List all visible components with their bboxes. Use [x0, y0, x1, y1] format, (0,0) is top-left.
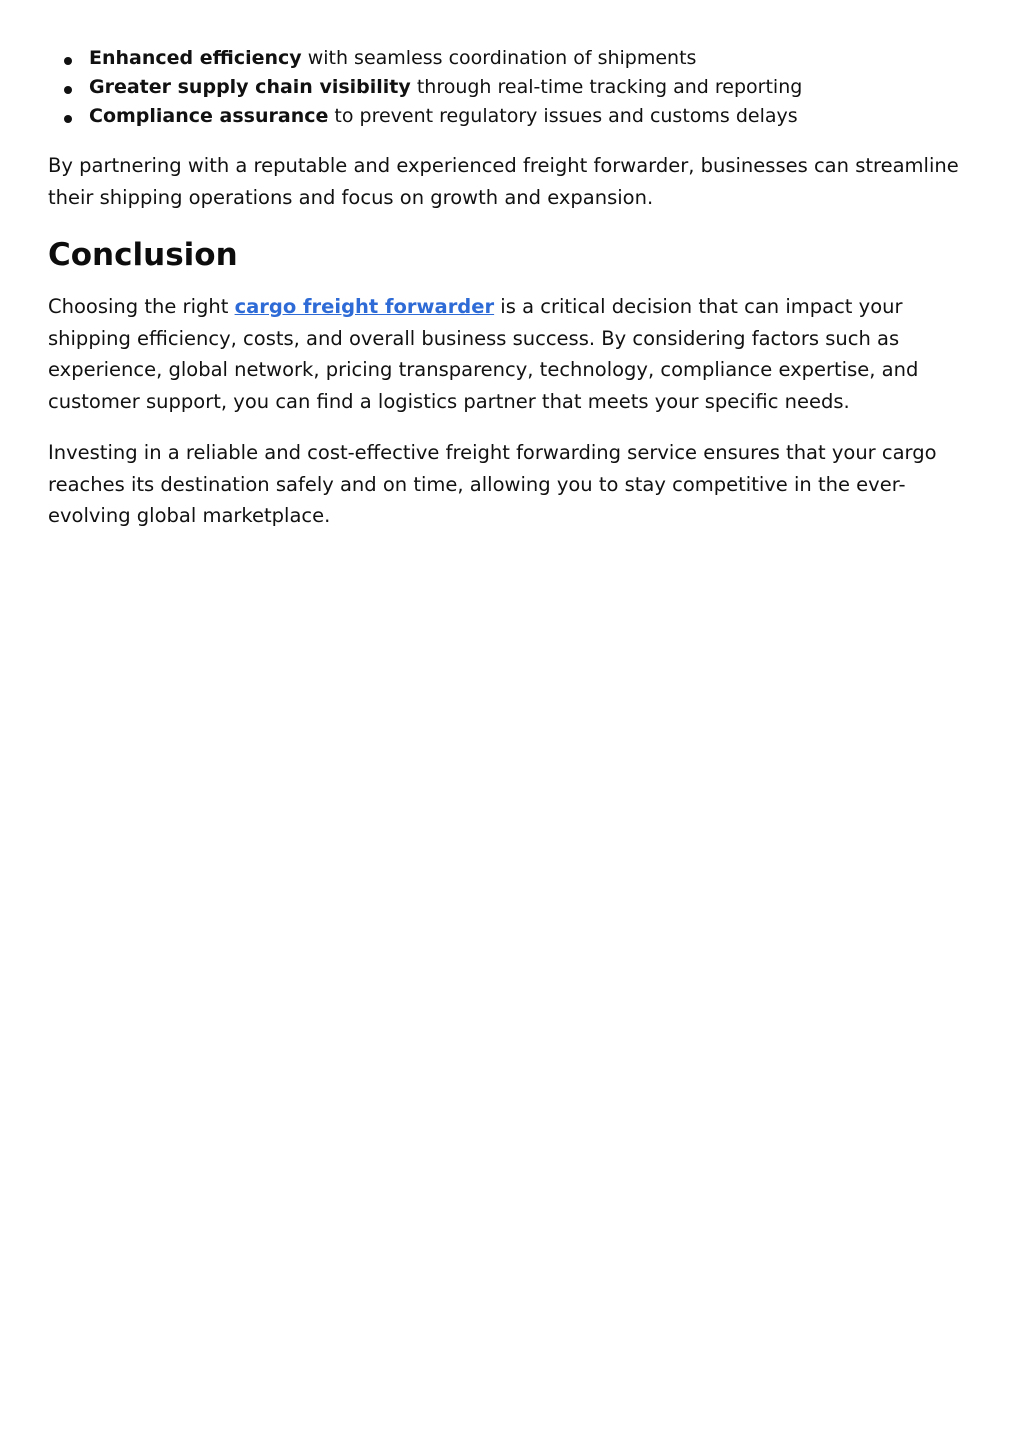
- intro-paragraph: By partnering with a reputable and experienced freight forwarder, businesses can streamline their shipping operations and focus on growth and expansion.: [48, 154, 959, 209]
- list-item-bold: Compliance assurance: [89, 105, 329, 127]
- paragraph-text-after-link: is a critical decision that can impact your shipping efficiency, costs, and overall business success. By considering factors such as experience, global network, pricing transparency, technology, compliance expertise, and customer support, you can find a logistics partner that meets your specific needs.: [48, 295, 919, 413]
- conclusion-heading: Conclusion: [48, 237, 238, 273]
- list-item-text: to prevent regulatory issues and customs delays: [328, 105, 798, 127]
- list-item-bold: Greater supply chain visibility: [89, 76, 411, 98]
- list-item: [48, 44, 978, 73]
- article-body: [48, 44, 978, 532]
- list-item: [48, 73, 978, 102]
- cargo-freight-forwarder-link[interactable]: cargo freight forwarder: [234, 295, 495, 318]
- list-item-bold: Enhanced efficiency: [89, 47, 302, 69]
- benefits-list: [48, 44, 978, 131]
- conclusion-paragraph-2: Investing in a reliable and cost-effective freight forwarding service ensures that your cargo reaches its destination safely and on time, allowing you to stay competitive in the ever-evolving global marketplace.: [48, 441, 937, 527]
- bullet-icon: [64, 57, 72, 65]
- paragraph-text-before-link: Choosing the right: [48, 295, 235, 318]
- conclusion-paragraph-1: [48, 291, 978, 417]
- bullet-icon: [64, 86, 72, 94]
- list-item-text: through real-time tracking and reporting: [410, 76, 803, 98]
- list-item-text: with seamless coordination of shipments: [301, 47, 697, 69]
- list-item: [48, 102, 978, 131]
- bullet-icon: [64, 115, 72, 123]
